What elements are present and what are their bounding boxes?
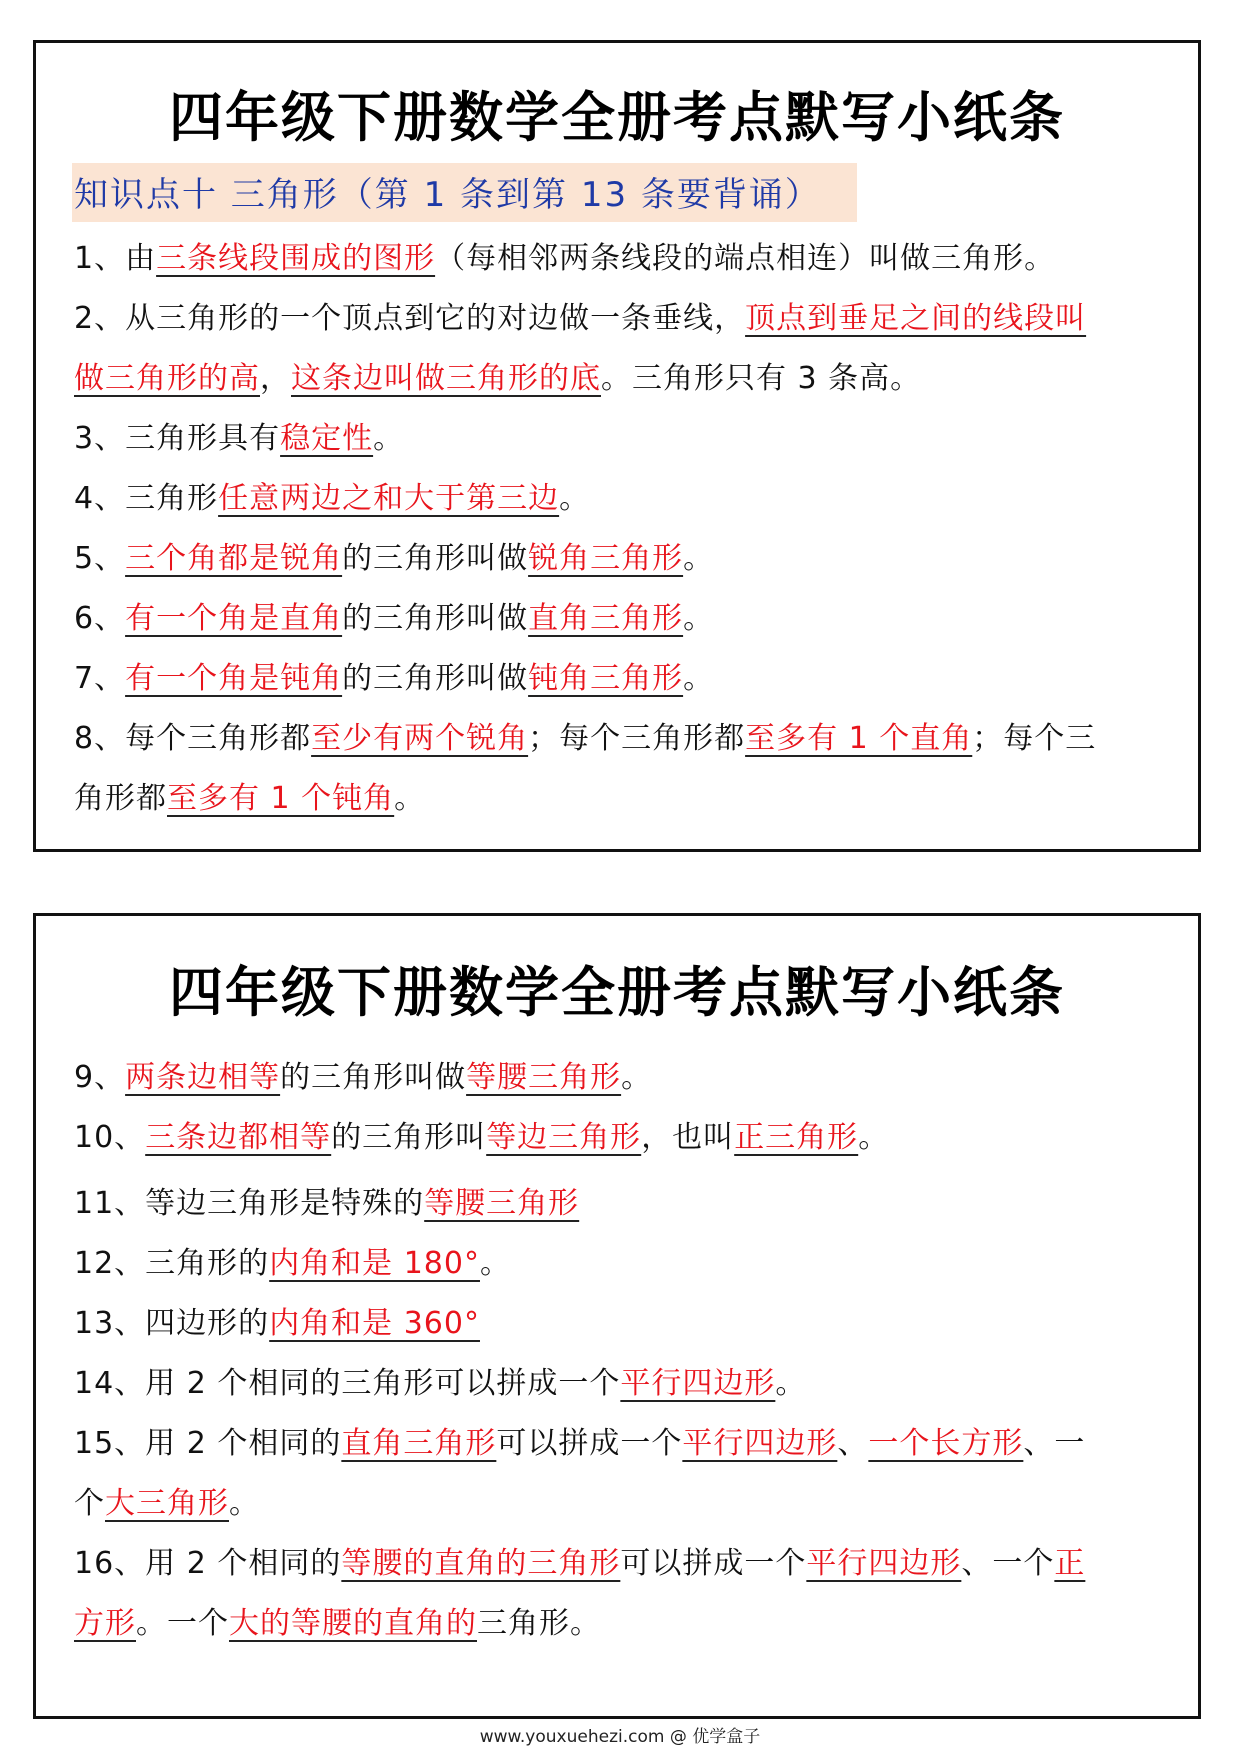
statement-text: 14、用 2 个相同的三角形可以拼成一个	[74, 1366, 621, 1401]
statement-text: 3、三角形具有	[74, 421, 281, 456]
statement-text: 、一	[1023, 1426, 1086, 1461]
statement-text: 5、	[74, 541, 126, 576]
point-line	[74, 709, 1162, 769]
statement-text: （每相邻两条线段的端点相连）叫做三角形。	[435, 241, 1056, 276]
point-line	[74, 1354, 1162, 1414]
answer-text: 等腰的直角的三角形	[341, 1546, 621, 1581]
point-line	[74, 769, 1162, 829]
point-line	[74, 409, 1162, 469]
statement-text: 。	[394, 781, 426, 816]
answer-text: 内角和是 360°	[269, 1306, 480, 1341]
answer-text: 稳定性	[280, 421, 374, 456]
answer-text: 正	[1054, 1546, 1086, 1581]
answer-text: 有一个角是钝角	[125, 661, 343, 696]
statement-text: 的三角形叫	[331, 1120, 487, 1155]
statement-text: 的三角形叫做	[280, 1060, 467, 1095]
answer-text: 平行四边形	[682, 1426, 838, 1461]
answer-text: 平行四边形	[620, 1366, 776, 1401]
answer-text: 这条边叫做三角形的底	[291, 361, 601, 396]
statement-text: 。	[775, 1366, 807, 1401]
point-line	[74, 469, 1162, 529]
answer-text: 等腰三角形	[466, 1060, 622, 1095]
statement-text: 6、	[74, 601, 126, 636]
statement-text: 、	[837, 1426, 869, 1461]
answer-text: 至少有两个锐角	[311, 721, 529, 756]
point-list	[74, 1048, 1162, 1654]
statement-text: 。	[479, 1246, 511, 1281]
statement-text: 16、用 2 个相同的	[74, 1546, 342, 1581]
point-line	[74, 229, 1162, 289]
point-line	[74, 1534, 1162, 1594]
point-line	[74, 1594, 1162, 1654]
footer-watermark: www.youxuehezi.com @ 优学盒子	[479, 1727, 761, 1747]
point-line	[74, 349, 1162, 409]
note-card-2	[33, 913, 1201, 1719]
statement-text: 15、用 2 个相同的	[74, 1426, 342, 1461]
answer-text: 直角三角形	[528, 601, 684, 636]
statement-text: 4、三角形	[74, 481, 219, 516]
statement-text: 。	[683, 601, 715, 636]
statement-text: 9、	[74, 1060, 126, 1095]
statement-text: 。	[229, 1486, 260, 1521]
statement-text: 。	[559, 481, 591, 516]
answer-text: 等腰三角形	[424, 1186, 580, 1221]
statement-text: ；每个三角形都	[528, 721, 746, 756]
point-line	[74, 529, 1162, 589]
answer-text: 两条边相等	[125, 1060, 281, 1095]
section-heading: 知识点十 三角形（第 1 条到第 13 条要背诵）	[72, 163, 857, 222]
answer-text: 大三角形	[105, 1486, 229, 1521]
answer-text: 至多有 1 个直角	[745, 721, 973, 756]
answer-text: 一个长方形	[868, 1426, 1024, 1461]
statement-text: 可以拼成一个	[496, 1426, 683, 1461]
statement-text: 10、	[74, 1120, 146, 1155]
statement-text: 。	[858, 1120, 890, 1155]
statement-text: 的三角形叫做	[342, 661, 529, 696]
point-line	[74, 1048, 1162, 1108]
answer-text: 三条边都相等	[145, 1120, 332, 1155]
statement-text: 的三角形叫做	[342, 541, 529, 576]
point-line	[74, 589, 1162, 649]
statement-text: 。	[683, 661, 715, 696]
statement-text: 。三角形只有 3 条高。	[601, 361, 922, 396]
card-title: 四年级下册数学全册考点默写小纸条	[169, 85, 1065, 149]
point-line	[74, 289, 1162, 349]
statement-text: 7、	[74, 661, 126, 696]
statement-text: 个	[74, 1486, 105, 1521]
statement-text: 可以拼成一个	[620, 1546, 807, 1581]
statement-text: 1、由	[74, 241, 157, 276]
answer-text: 三条线段围成的图形	[156, 241, 436, 276]
answer-text: 任意两边之和大于第三边	[218, 481, 560, 516]
answer-text: 顶点到垂足之间的线段叫	[745, 301, 1087, 336]
statement-text: 。	[683, 541, 715, 576]
statement-text: ，	[260, 361, 291, 396]
note-card-1	[33, 40, 1201, 852]
statement-text: 12、三角形的	[74, 1246, 270, 1281]
statement-text: 11、等边三角形是特殊的	[74, 1186, 425, 1221]
answer-text: 大的等腰的直角的	[229, 1606, 477, 1641]
answer-text: 三个角都是锐角	[125, 541, 343, 576]
answer-text: 有一个角是直角	[125, 601, 343, 636]
answer-text: 钝角三角形	[528, 661, 684, 696]
answer-text: 直角三角形	[341, 1426, 497, 1461]
point-line	[74, 1108, 1162, 1168]
answer-text: 内角和是 180°	[269, 1246, 480, 1281]
statement-text: 角形都	[74, 781, 167, 816]
point-line	[74, 1234, 1162, 1294]
statement-text: 、一个	[961, 1546, 1055, 1581]
answer-text: 至多有 1 个钝角	[167, 781, 395, 816]
statement-text: ，也叫	[641, 1120, 735, 1155]
statement-text: ；每个三	[972, 721, 1097, 756]
answer-text: 锐角三角形	[528, 541, 684, 576]
statement-text: 。	[373, 421, 405, 456]
point-line	[74, 1294, 1162, 1354]
point-list	[74, 229, 1162, 829]
statement-text: 三角形。	[477, 1606, 601, 1641]
answer-text: 做三角形的高	[74, 361, 260, 396]
answer-text: 等边三角形	[486, 1120, 642, 1155]
statement-text: 。一个	[136, 1606, 229, 1641]
answer-text: 方形	[74, 1606, 136, 1641]
answer-text: 平行四边形	[806, 1546, 962, 1581]
statement-text: 2、从三角形的一个顶点到它的对边做一条垂线，	[74, 301, 746, 336]
statement-text: 。	[621, 1060, 653, 1095]
point-line	[74, 649, 1162, 709]
statement-text: 的三角形叫做	[342, 601, 529, 636]
point-line	[74, 1174, 1162, 1234]
point-line	[74, 1474, 1162, 1534]
card-title: 四年级下册数学全册考点默写小纸条	[169, 960, 1065, 1024]
statement-text: 13、四边形的	[74, 1306, 270, 1341]
answer-text: 正三角形	[734, 1120, 859, 1155]
statement-text: 8、每个三角形都	[74, 721, 312, 756]
point-line	[74, 1414, 1162, 1474]
